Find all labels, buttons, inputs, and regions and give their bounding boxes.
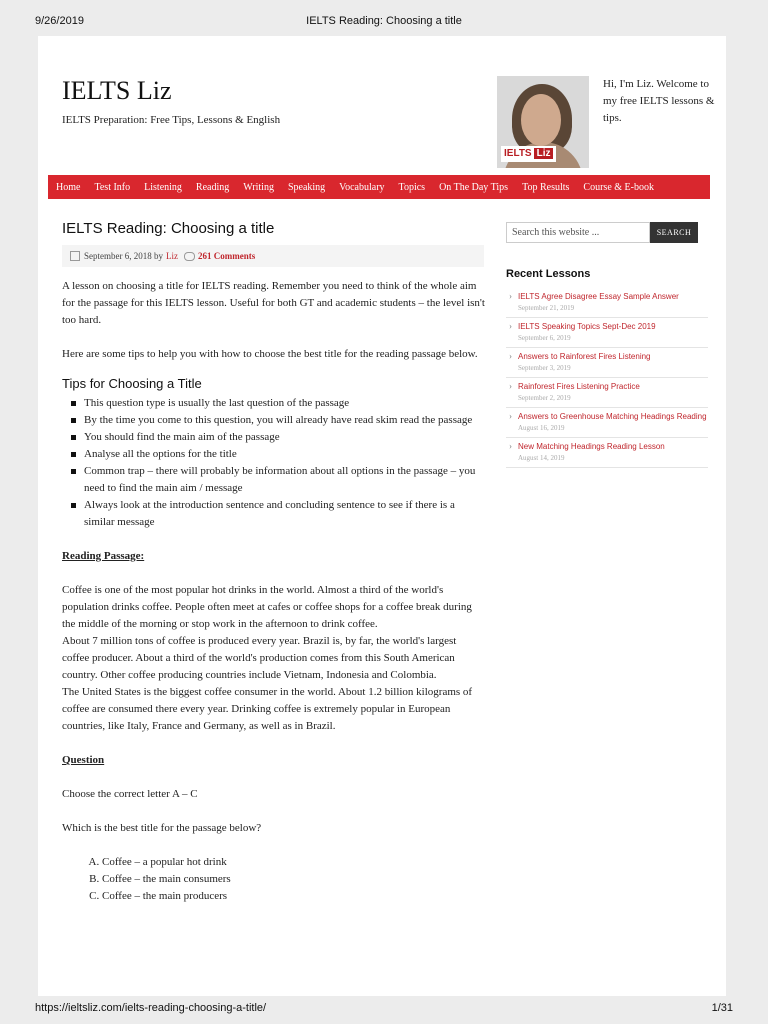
post-date: September 6, 2018 by (84, 251, 163, 261)
page (38, 36, 726, 996)
answer-option: C. Coffee – the main producers (102, 888, 486, 905)
intro-paragraph: A lesson on choosing a title for IELTS reading. Remember you need to think of the whole aim for the passage for this IELTS lesson. Useful for both GT and academic students – the level isn't too hard. (62, 280, 485, 326)
nav-item-reading[interactable]: Reading (195, 181, 230, 193)
welcome-text: Hi, I'm Liz. Welcome to my free IELTS lessons & tips. (603, 78, 715, 124)
post-meta (62, 245, 484, 267)
answer-option: B. Coffee – the main consumers (102, 871, 486, 888)
post-author-link[interactable]: Liz (166, 251, 178, 261)
comment-icon (184, 252, 195, 261)
recent-lesson-date: September 3, 2019 (518, 364, 571, 372)
tip-item: This question type is usually the last question of the passage (84, 395, 486, 412)
nav-item-on-the-day-tips[interactable]: On The Day Tips (439, 181, 509, 193)
tips-list (62, 395, 486, 531)
passage-paragraph: About 7 million tons of coffee is produced every year. Brazil is, by far, the world's largest coffee producer. About a third of the world's production comes from this South American country. Other coffee producing countries include Vietnam, Indonesia and Colombia. (62, 635, 457, 681)
avatar-badge-liz: Liz (534, 148, 554, 159)
search-input[interactable]: Search this website ... (506, 222, 650, 243)
search-button[interactable]: SEARCH (650, 222, 698, 243)
list-item (506, 348, 708, 378)
recent-lesson-link[interactable]: › Rainforest Fires Listening Practice (518, 382, 640, 391)
recent-lesson-date: September 2, 2019 (518, 394, 571, 402)
nav-item-vocabulary[interactable]: Vocabulary (339, 181, 385, 193)
recent-lesson-link[interactable]: › IELTS Agree Disagree Essay Sample Answer (518, 292, 679, 301)
recent-lesson-link[interactable]: › IELTS Speaking Topics Sept-Dec 2019 (518, 322, 656, 331)
list-item (506, 378, 708, 408)
avatar-badge (501, 146, 556, 162)
recent-lessons-list (506, 288, 708, 468)
nav-item-topics[interactable]: Topics (398, 181, 426, 193)
passage-paragraph: Coffee is one of the most popular hot drinks in the world. Almost a third of the world's population drinks coffee. People often meet at cafes or coffee shops for a coffee break during the middle of the morning or stop work in the afternoon to drink coffee. (62, 584, 472, 630)
tip-item: By the time you come to this question, you will already have read skim read the passage (84, 412, 486, 429)
recent-lesson-date: September 21, 2019 (518, 304, 575, 312)
recent-lesson-link[interactable]: › New Matching Headings Reading Lesson (518, 442, 665, 451)
print-title: IELTS Reading: Choosing a title (306, 15, 462, 27)
tip-item: Common trap – there will probably be information about all options in the passage – you need to find the main aim / message (84, 463, 486, 497)
tip-item: Analyse all the options for the title (84, 446, 486, 463)
list-item (506, 408, 708, 438)
article-body (62, 278, 486, 905)
tips-heading: Tips for Choosing a Title (62, 376, 202, 391)
passage-paragraph: The United States is the biggest coffee consumer in the world. About 1.2 billion kilograms of coffee are consumed there every year. Drinking coffee is extremely popular in European countries, like Italy, France and Germany, as well as in Brazil. (62, 686, 473, 732)
avatar-badge-ielts: IELTS (504, 148, 532, 159)
nav-item-speaking[interactable]: Speaking (287, 181, 326, 193)
question-heading: Question (62, 754, 105, 766)
print-url: https://ieltsliz.com/ielts-reading-choosing-a-title/ (35, 1002, 267, 1014)
print-page-number: 1/31 (711, 1002, 733, 1014)
recent-lesson-link[interactable]: › Answers to Greenhouse Matching Headings Reading (518, 412, 707, 421)
recent-lesson-date: August 16, 2019 (518, 424, 565, 432)
recent-lesson-date: August 14, 2019 (518, 454, 565, 462)
answer-option: A. Coffee – a popular hot drink (102, 854, 486, 871)
recent-lesson-link[interactable]: › Answers to Rainforest Fires Listening (518, 352, 651, 361)
print-date: 9/26/2019 (35, 15, 84, 27)
nav-item-home[interactable]: Home (56, 181, 81, 193)
passage-heading: Reading Passage: (62, 550, 145, 562)
nav-item-course-ebook[interactable]: Course & E-book (583, 181, 654, 193)
site-title[interactable]: IELTS Liz (62, 76, 172, 105)
print-footer (0, 994, 768, 1024)
answer-options (62, 854, 486, 905)
tip-item: You should find the main aim of the passage (84, 429, 486, 446)
recent-lessons-title: Recent Lessons (506, 268, 591, 280)
recent-lesson-date: September 6, 2019 (518, 334, 571, 342)
print-header (0, 0, 768, 34)
post-title: IELTS Reading: Choosing a title (62, 220, 275, 237)
calendar-icon (70, 251, 80, 261)
list-item (506, 318, 708, 348)
avatar-face (521, 94, 561, 146)
tip-item: Always look at the introduction sentence and concluding sentence to see if there is a similar message (84, 497, 486, 531)
avatar (497, 76, 589, 168)
nav-item-test-info[interactable]: Test Info (94, 181, 131, 193)
list-item (506, 288, 708, 318)
question-text: Which is the best title for the passage below? (62, 822, 262, 834)
nav-item-writing[interactable]: Writing (243, 181, 274, 193)
question-instruction: Choose the correct letter A – C (62, 788, 198, 800)
nav-item-top-results[interactable]: Top Results (522, 181, 570, 193)
nav-item-listening[interactable]: Listening (144, 181, 182, 193)
intro-paragraph-2: Here are some tips to help you with how to choose the best title for the reading passage below. (62, 348, 478, 360)
list-item (506, 438, 708, 468)
comments-link[interactable]: 261 Comments (198, 251, 256, 261)
site-tagline: IELTS Preparation: Free Tips, Lessons & English (62, 114, 281, 126)
main-nav (48, 175, 710, 199)
